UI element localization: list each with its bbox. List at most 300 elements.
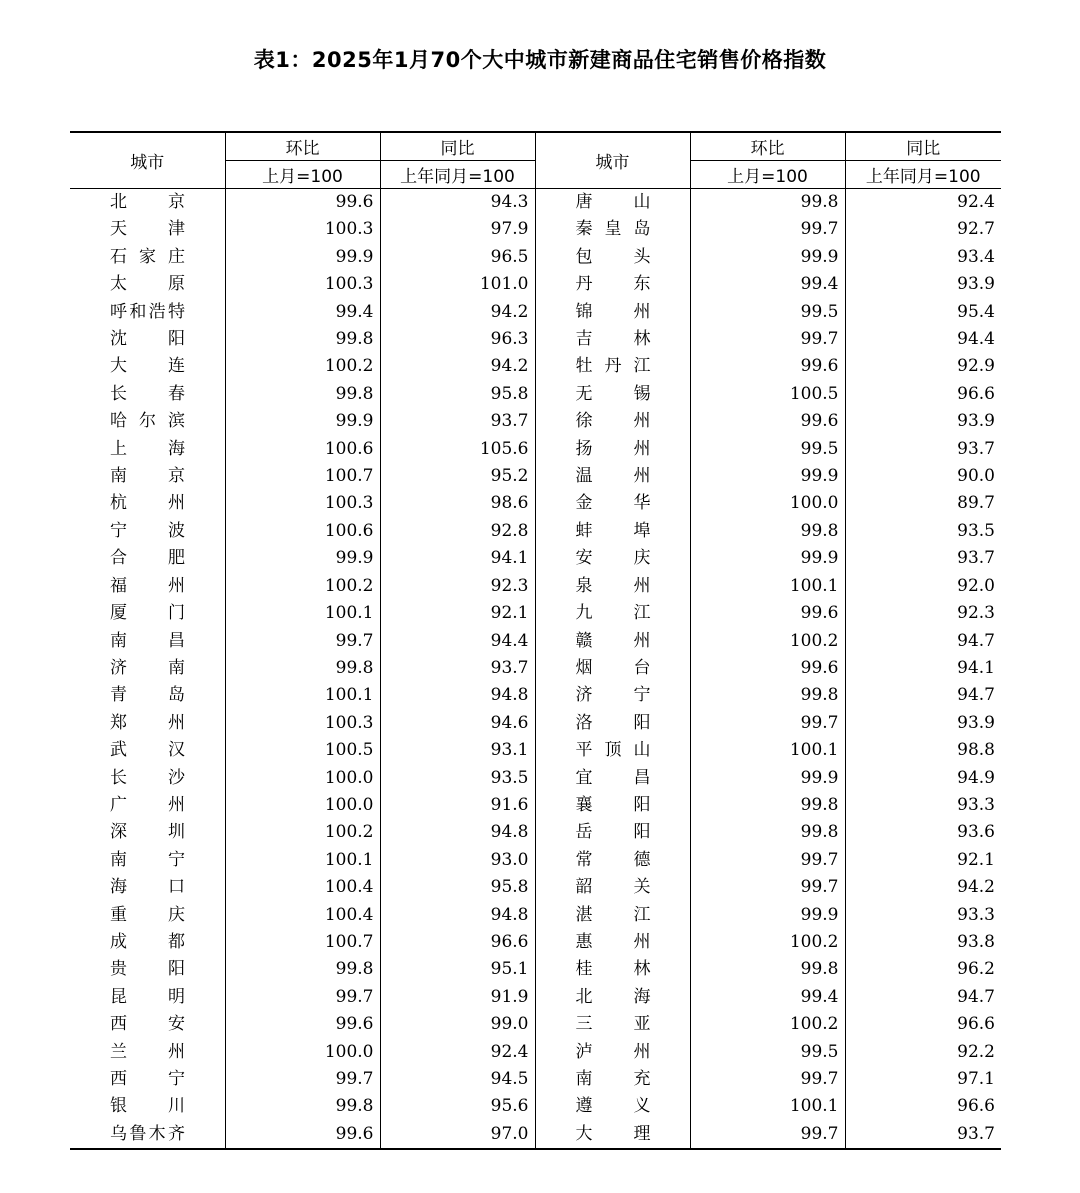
mom-value-right: 99.7 [690,847,845,874]
mom-value-left: 100.2 [225,819,380,846]
yoy-value-left: 95.6 [380,1093,535,1120]
yoy-value-left: 94.6 [380,710,535,737]
city-name-left [70,847,225,874]
yoy-value-left: 94.2 [380,299,535,326]
table-row [70,792,1001,819]
mom-value-left: 100.5 [225,737,380,764]
yoy-value-left: 99.0 [380,1011,535,1038]
city-name-left [70,600,225,627]
city-name-right [535,655,690,682]
city-label: 襄阳 [575,794,651,815]
city-name-right [535,984,690,1011]
yoy-value-left: 92.8 [380,518,535,545]
city-name-right [535,1039,690,1066]
city-label: 南昌 [110,630,185,651]
yoy-value-right: 95.4 [845,299,1001,326]
mom-value-left: 100.7 [225,463,380,490]
yoy-value-right: 92.7 [845,216,1001,243]
yoy-value-left: 93.1 [380,737,535,764]
city-name-right [535,710,690,737]
mom-value-right: 99.9 [690,765,845,792]
city-name-right [535,819,690,846]
city-label: 大连 [110,356,185,377]
city-label: 西宁 [110,1069,185,1089]
table-row [70,874,1001,901]
table-row [70,1011,1001,1038]
mom-value-left: 99.7 [225,1066,380,1093]
mom-value-left: 99.6 [225,1121,380,1149]
city-label: 北海 [575,986,651,1007]
header-city-left: 城市 [70,132,225,189]
city-name-right [535,737,690,764]
city-name-right [535,326,690,353]
city-label: 哈尔滨 [110,411,185,432]
yoy-value-right: 94.7 [845,682,1001,709]
header-yoy-base-right: 上年同月=100 [845,161,1001,189]
mom-value-left: 100.1 [225,682,380,709]
mom-value-left: 99.9 [225,545,380,572]
city-label: 南充 [575,1069,651,1089]
yoy-value-right: 93.7 [845,1121,1001,1149]
yoy-value-right: 93.7 [845,545,1001,572]
city-label: 兰州 [110,1041,185,1062]
city-label: 烟台 [575,657,651,678]
table-row [70,436,1001,463]
yoy-value-right: 96.6 [845,1011,1001,1038]
city-label: 银川 [110,1096,185,1117]
city-name-left [70,984,225,1011]
yoy-value-left: 96.6 [380,929,535,956]
table-row [70,463,1001,490]
city-name-left [70,518,225,545]
yoy-value-left: 94.2 [380,353,535,380]
mom-value-right: 100.0 [690,490,845,517]
mom-value-left: 99.8 [225,1093,380,1120]
city-label: 乌鲁木齐 [110,1123,185,1144]
city-name-right [535,1011,690,1038]
yoy-value-right: 92.1 [845,847,1001,874]
city-name-left [70,819,225,846]
yoy-value-right: 98.8 [845,737,1001,764]
city-label: 厦门 [110,603,185,624]
city-name-right [535,902,690,929]
mom-value-right: 99.6 [690,600,845,627]
yoy-value-left: 94.5 [380,1066,535,1093]
yoy-value-right: 92.0 [845,573,1001,600]
city-name-right [535,381,690,408]
mom-value-left: 100.4 [225,902,380,929]
city-name-right [535,765,690,792]
yoy-value-left: 96.5 [380,244,535,271]
mom-value-right: 99.8 [690,792,845,819]
city-label: 深圳 [110,822,185,843]
mom-value-left: 99.9 [225,408,380,435]
table-row [70,655,1001,682]
yoy-value-left: 94.8 [380,819,535,846]
mom-value-right: 100.5 [690,381,845,408]
yoy-value-right: 97.1 [845,1066,1001,1093]
yoy-value-right: 93.7 [845,436,1001,463]
yoy-value-right: 93.3 [845,792,1001,819]
mom-value-left: 100.0 [225,1039,380,1066]
city-label: 海口 [110,877,185,898]
yoy-value-right: 93.9 [845,271,1001,298]
mom-value-right: 100.2 [690,628,845,655]
mom-value-left: 100.0 [225,765,380,792]
city-name-left [70,1121,225,1149]
yoy-value-left: 92.4 [380,1039,535,1066]
yoy-value-right: 90.0 [845,463,1001,490]
city-label: 平顶山 [575,740,651,761]
city-label: 包头 [575,246,651,267]
mom-value-right: 100.2 [690,929,845,956]
yoy-value-right: 94.9 [845,765,1001,792]
yoy-value-right: 92.2 [845,1039,1001,1066]
table-row [70,545,1001,572]
city-label: 北京 [110,192,185,212]
mom-value-left: 100.4 [225,874,380,901]
city-name-left [70,902,225,929]
city-label: 宁波 [110,520,185,541]
mom-value-right: 99.8 [690,819,845,846]
city-name-right [535,628,690,655]
mom-value-left: 100.0 [225,792,380,819]
city-name-left [70,628,225,655]
table-row [70,1039,1001,1066]
mom-value-right: 100.1 [690,1093,845,1120]
mom-value-left: 100.3 [225,271,380,298]
yoy-value-right: 92.9 [845,353,1001,380]
header-yoy-base-left: 上年同月=100 [380,161,535,189]
table-row [70,956,1001,983]
table-row [70,518,1001,545]
table-row [70,189,1001,217]
yoy-value-right: 96.6 [845,381,1001,408]
yoy-value-right: 89.7 [845,490,1001,517]
header-mom-right: 环比 [690,132,845,161]
city-label: 南宁 [110,849,185,870]
city-name-right [535,244,690,271]
mom-value-right: 99.7 [690,216,845,243]
city-label: 石家庄 [110,246,185,267]
yoy-value-left: 95.8 [380,381,535,408]
city-name-right [535,1066,690,1093]
city-name-right [535,408,690,435]
table-row [70,490,1001,517]
city-name-left [70,1093,225,1120]
city-label: 洛阳 [575,712,651,733]
yoy-value-right: 93.4 [845,244,1001,271]
city-label: 合肥 [110,548,185,569]
city-name-right [535,573,690,600]
city-label: 呼和浩特 [110,301,185,322]
city-name-left [70,189,225,217]
yoy-value-right: 93.5 [845,518,1001,545]
yoy-value-left: 94.8 [380,902,535,929]
city-name-right [535,189,690,217]
yoy-value-left: 94.1 [380,545,535,572]
mom-value-right: 99.8 [690,956,845,983]
mom-value-right: 99.9 [690,545,845,572]
table-row [70,381,1001,408]
city-label: 杭州 [110,493,185,514]
table-row [70,600,1001,627]
mom-value-left: 100.2 [225,573,380,600]
yoy-value-left: 91.9 [380,984,535,1011]
city-name-left [70,792,225,819]
table-row [70,984,1001,1011]
table-row [70,216,1001,243]
city-label: 湛江 [575,904,651,925]
mom-value-left: 99.8 [225,956,380,983]
city-label: 遵义 [575,1096,651,1117]
yoy-value-left: 92.1 [380,600,535,627]
city-name-right [535,463,690,490]
yoy-value-left: 95.1 [380,956,535,983]
table-row [70,737,1001,764]
city-label: 西安 [110,1014,185,1035]
city-name-right [535,1093,690,1120]
mom-value-right: 99.7 [690,874,845,901]
table-row [70,819,1001,846]
yoy-value-right: 96.2 [845,956,1001,983]
mom-value-left: 100.1 [225,600,380,627]
city-name-right [535,956,690,983]
yoy-value-left: 92.3 [380,573,535,600]
mom-value-left: 99.8 [225,655,380,682]
city-name-right [535,1121,690,1149]
mom-value-left: 99.8 [225,326,380,353]
city-label: 大理 [575,1123,651,1144]
mom-value-left: 100.6 [225,436,380,463]
city-name-left [70,874,225,901]
yoy-value-left: 97.0 [380,1121,535,1149]
city-name-right [535,216,690,243]
city-label: 南京 [110,466,185,487]
mom-value-left: 99.6 [225,189,380,217]
city-name-right [535,545,690,572]
table-row [70,299,1001,326]
mom-value-left: 99.7 [225,984,380,1011]
city-name-left [70,1011,225,1038]
header-mom-left: 环比 [225,132,380,161]
city-name-left [70,436,225,463]
city-name-left [70,956,225,983]
table-row [70,408,1001,435]
mom-value-left: 99.9 [225,244,380,271]
table-row [70,271,1001,298]
city-name-right [535,929,690,956]
mom-value-right: 100.1 [690,737,845,764]
city-name-right [535,682,690,709]
city-name-left [70,463,225,490]
table-row [70,929,1001,956]
city-label: 九江 [575,603,651,624]
city-name-left [70,765,225,792]
city-label: 太原 [110,274,185,295]
yoy-value-left: 94.4 [380,628,535,655]
city-label: 上海 [110,438,185,459]
header-mom-base-right: 上月=100 [690,161,845,189]
yoy-value-left: 93.7 [380,408,535,435]
city-name-right [535,271,690,298]
price-index-table [70,131,1001,1150]
city-label: 三亚 [575,1014,651,1035]
mom-value-right: 99.6 [690,655,845,682]
mom-value-right: 99.4 [690,271,845,298]
yoy-value-left: 93.0 [380,847,535,874]
mom-value-left: 100.6 [225,518,380,545]
mom-value-right: 99.9 [690,902,845,929]
city-label: 丹东 [575,274,651,295]
mom-value-left: 99.8 [225,381,380,408]
city-label: 济宁 [575,685,651,706]
mom-value-right: 100.2 [690,1011,845,1038]
city-label: 牡丹江 [575,356,651,377]
city-label: 吉林 [575,329,651,350]
city-name-left [70,244,225,271]
city-name-right [535,490,690,517]
page-title: 表1：2025年1月70个大中城市新建商品住宅销售价格指数 [253,48,827,72]
mom-value-left: 100.3 [225,490,380,517]
mom-value-right: 99.5 [690,1039,845,1066]
table-row [70,326,1001,353]
mom-value-right: 99.8 [690,682,845,709]
city-label: 昆明 [110,986,185,1007]
mom-value-right: 99.5 [690,299,845,326]
mom-value-right: 99.6 [690,353,845,380]
table-row [70,1066,1001,1093]
table-row [70,765,1001,792]
mom-value-left: 100.7 [225,929,380,956]
mom-value-left: 99.4 [225,299,380,326]
city-label: 郑州 [110,712,185,733]
mom-value-left: 99.7 [225,628,380,655]
city-label: 赣州 [575,630,651,651]
city-label: 徐州 [575,411,651,432]
city-name-left [70,710,225,737]
header-yoy-left: 同比 [380,132,535,161]
city-name-left [70,655,225,682]
mom-value-left: 100.3 [225,710,380,737]
yoy-value-left: 98.6 [380,490,535,517]
city-label: 沈阳 [110,329,185,350]
city-name-left [70,271,225,298]
yoy-value-left: 91.6 [380,792,535,819]
city-name-left [70,1039,225,1066]
city-name-right [535,847,690,874]
mom-value-left: 99.6 [225,1011,380,1038]
header-city-right: 城市 [535,132,690,189]
city-name-right [535,299,690,326]
yoy-value-left: 93.5 [380,765,535,792]
mom-value-right: 99.7 [690,710,845,737]
yoy-value-right: 93.6 [845,819,1001,846]
mom-value-right: 100.1 [690,573,845,600]
table-row [70,628,1001,655]
city-name-right [535,518,690,545]
city-name-left [70,381,225,408]
yoy-value-right: 93.9 [845,710,1001,737]
table-row [70,902,1001,929]
city-label: 温州 [575,466,651,487]
yoy-value-left: 94.3 [380,189,535,217]
yoy-value-left: 95.2 [380,463,535,490]
table-body [70,189,1001,1150]
city-label: 秦皇岛 [575,219,651,240]
city-label: 成都 [110,931,185,952]
yoy-value-left: 105.6 [380,436,535,463]
city-label: 扬州 [575,438,651,459]
city-label: 无锡 [575,383,651,404]
city-label: 泸州 [575,1041,651,1062]
city-label: 青岛 [110,685,185,706]
table-row [70,573,1001,600]
header-yoy-right: 同比 [845,132,1001,161]
city-label: 贵阳 [110,959,185,980]
city-name-left [70,326,225,353]
yoy-value-right: 92.3 [845,600,1001,627]
mom-value-right: 99.7 [690,1121,845,1149]
city-name-left [70,353,225,380]
city-name-right [535,436,690,463]
header-mom-base-left: 上月=100 [225,161,380,189]
city-label: 唐山 [575,192,651,212]
city-label: 福州 [110,575,185,596]
yoy-value-right: 94.2 [845,874,1001,901]
city-label: 惠州 [575,931,651,952]
yoy-value-left: 93.7 [380,655,535,682]
mom-value-left: 100.3 [225,216,380,243]
yoy-value-right: 94.4 [845,326,1001,353]
table-row [70,710,1001,737]
city-label: 岳阳 [575,822,651,843]
city-label: 安庆 [575,548,651,569]
city-name-left [70,573,225,600]
city-name-left [70,929,225,956]
table-row [70,353,1001,380]
city-label: 桂林 [575,959,651,980]
mom-value-right: 99.6 [690,408,845,435]
yoy-value-right: 92.4 [845,189,1001,217]
yoy-value-left: 101.0 [380,271,535,298]
city-name-left [70,682,225,709]
city-name-left [70,1066,225,1093]
mom-value-left: 100.1 [225,847,380,874]
mom-value-right: 99.7 [690,1066,845,1093]
table-row [70,1093,1001,1120]
city-label: 济南 [110,657,185,678]
table-row [70,682,1001,709]
city-label: 韶关 [575,877,651,898]
mom-value-right: 99.5 [690,436,845,463]
mom-value-right: 99.7 [690,326,845,353]
table-row [70,1121,1001,1149]
mom-value-right: 99.4 [690,984,845,1011]
city-label: 广州 [110,794,185,815]
yoy-value-right: 96.6 [845,1093,1001,1120]
city-label: 泉州 [575,575,651,596]
city-label: 锦州 [575,301,651,322]
table-row [70,847,1001,874]
city-label: 重庆 [110,904,185,925]
city-label: 金华 [575,493,651,514]
mom-value-right: 99.8 [690,518,845,545]
yoy-value-right: 93.8 [845,929,1001,956]
yoy-value-left: 97.9 [380,216,535,243]
city-label: 蚌埠 [575,520,651,541]
table-row [70,244,1001,271]
